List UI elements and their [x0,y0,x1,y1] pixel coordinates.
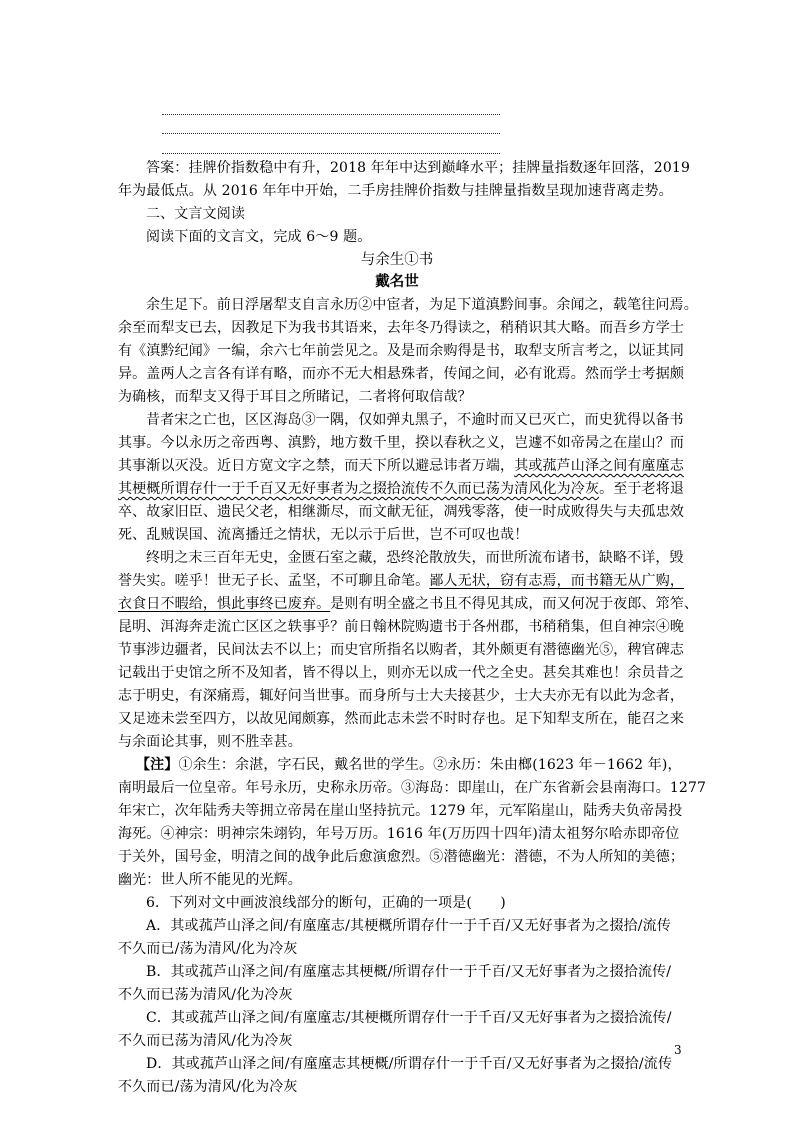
essay-p3-line: 终明之末三百年无史，金匮石室之藏，恐终沦散放失，而世所流布诸书，缺略不详，毁 [146,550,684,566]
notes-line: 于关外，国号金，明清之间的战争此后愈演愈烈。⑤潜德幽光：潜德，不为人所知的美德； [118,849,684,865]
essay-p1-line: 为确核，而犁支又得于耳目之所睹记，二者将何取信哉？ [118,389,472,405]
section-heading: 二、文言文阅读 [146,206,246,222]
page-number: 3 [674,1043,682,1057]
notes-line: 海死。④神宗：明神宗朱翊钧，年号万历。1616 年(万历四十四年)清太祖努尔哈赤即帝位 [118,826,680,842]
underlined-text: 衣食日不暇给，惧此事终已废弃。 [118,596,331,612]
essay-p1-line: 余生足下。前日浮屠犁支自言永历②中宦者，为足下道滇黔间事。余闻之，载笔往问焉。 [146,297,698,313]
wavy-underlined-text: 其梗概所谓存什一于千百又无好事者为之掇拾流传不久而已荡为清风化为冷灰 [118,481,600,497]
wavy-underlined-text: 其或菰芦山泽之间有廑廑志 [514,458,685,474]
essay-p1-line: 异。盖两人之言各有详有略，而亦不无大相悬殊者，传闻之间，必有讹焉。然而学士考据颇 [118,366,684,382]
answer-label: 答案： [146,160,189,176]
option-b-line-2: 不久而已荡为清风/化为冷灰 [118,987,293,1003]
answer-line-1: 答案：挂牌价指数稳中有升，2018 年年中达到巅峰水平；挂牌量指数逐年回落，2019 [146,160,691,176]
essay-p2-line: 死、乱贼误国、流离播迁之情状，无以示于后世，岂不可叹也哉！ [118,527,529,543]
essay-p2-line: 其事渐以灭没。近日方宽文字之禁，而天下所以避忌讳者万端，其或菰芦山泽之间有廑廑志 [118,458,685,474]
essay-p3-line: 志于明史，有深痛焉，辄好问当世事。而身所与士大夫接甚少，士大夫亦无有以此为念者， [118,688,684,704]
essay-p2-line: 昔者宋之亡也，区区海岛③一隅，仅如弹丸黑子，不逾时而又已灭亡，而史犹得以备书 [146,412,684,428]
option-d-line-2: 不久而已/荡为清风/化为冷灰 [118,1079,298,1095]
question-stem: 6．下列对文中画波浪线部分的断句，正确的一项是( ) [146,895,506,911]
essay-p1-line: 有《滇黔纪闻》一编，余六七年前尝见之。及是而余购得是书，取犁支所言考之，以证其同 [118,343,684,359]
option-c-line-2: 不久而已荡为清风/化为冷灰 [118,1033,293,1049]
notes-line: 幽光：世人所不能见的光辉。 [118,872,302,888]
answer-dotted-line-1 [162,114,500,115]
essay-p1-line: 余至而犁支已去，因教足下为我书其语来，去年冬乃得读之，稍稍识其大略。而吾乡方学士 [118,320,684,336]
essay-p2-line: 其事。今以永历之帝西粤、滇黔，地方数千里，揆以春秋之义，岂遽不如帝昺之在崖山？而 [118,435,685,451]
notes-line: 年宋亡，次年陆秀夫等拥立帝昺在崖山坚持抗元。1279 年，元军陷崖山，陆秀夫负帝昺投 [118,803,683,819]
option-a-line-2: 不久而已/荡为清风/化为冷灰 [118,941,298,957]
option-b-line-1: B．其或菰芦山泽之间/有廑廑志其梗概/所谓存什一于千百/又无好事者为之掇拾流传/ [146,964,672,980]
answer-line-2: 年为最低点。从 2016 年年中开始，二手房挂牌价指数与挂牌量指数呈现加速背离走势。 [118,183,673,199]
essay-author: 戴名世 [375,273,419,290]
answer-dotted-line-3 [162,153,500,154]
notes-line: 【注】①余生：余湛，字石民，戴名世的学生。②永历：朱由榔(1623 年－1662 年)， [136,757,682,773]
notes-line: 南明最后一位皇帝。年号永历，史称永历帝。③海岛：即崖山，在广东省新会县南海口。1277 [118,780,707,796]
essay-title: 与余生①书 [360,252,434,268]
essay-p2-line: 其梗概所谓存什一于千百又无好事者为之掇拾流传不久而已荡为清风化为冷灰。至于老将退 [118,481,685,497]
essay-p3-line: 记载出于史馆之所不及知者，皆不得以上，则亦无以成一代之全史。甚矣其难也！余员昔之 [118,665,684,681]
underlined-text: 鄙人无状，窃有志焉，而书籍无从广购， [429,573,685,589]
essay-p3-line: 节事涉边疆者，民间汰去不以上；而史官所指名以购者，其外颇更有潜德幽光⑤，稗官碑志 [118,642,684,658]
instruction: 阅读下面的文言文，完成 6～9 题。 [146,229,372,245]
notes-label: 【注】 [136,757,179,773]
essay-p3-line: 昆明、洱海奔走流亡区区之轶事乎？前日翰林院购遗书于各州郡，书稍稍集，但自神宗④晚 [118,619,684,635]
essay-p3-line: 誉失实。嗟乎！世无子长、孟坚，不可聊且命笔。鄙人无状，窃有志焉，而书籍无从广购， [118,573,685,589]
option-c-line-1: C．其或菰芦山泽之间/有廑廑志/其梗概所谓存什一于千百/又无好事者为之掇拾流传/ [146,1010,672,1026]
answer-dotted-line-2 [162,133,500,134]
essay-p3-line: 又足迹未尝至四方，以故见闻颇寡，然而此志未尝不时时存也。足下知犁支所在，能召之来 [118,711,684,727]
essay-p3-line: 与余面论其事，则不胜幸甚。 [118,734,302,750]
essay-p3-line: 衣食日不暇给，惧此事终已废弃。是则有明全盛之书且不得见其成，而又何况于夜郎、筇笮、 [118,596,699,612]
option-a-line-1: A．其或菰芦山泽之间/有廑廑志/其梗概所谓存什一于千百/又无好事者为之掇拾/流传 [146,918,671,934]
option-d-line-1: D．其或菰芦山泽之间/有廑廑志其梗概/所谓存什一于千百/又无好事者为之掇拾/流传 [146,1056,673,1072]
essay-p2-line: 卒、故家旧臣、遗民父老，相继澌尽，而文献无征，凋残零落，使一时成败得失与夫孤忠效 [118,504,684,520]
